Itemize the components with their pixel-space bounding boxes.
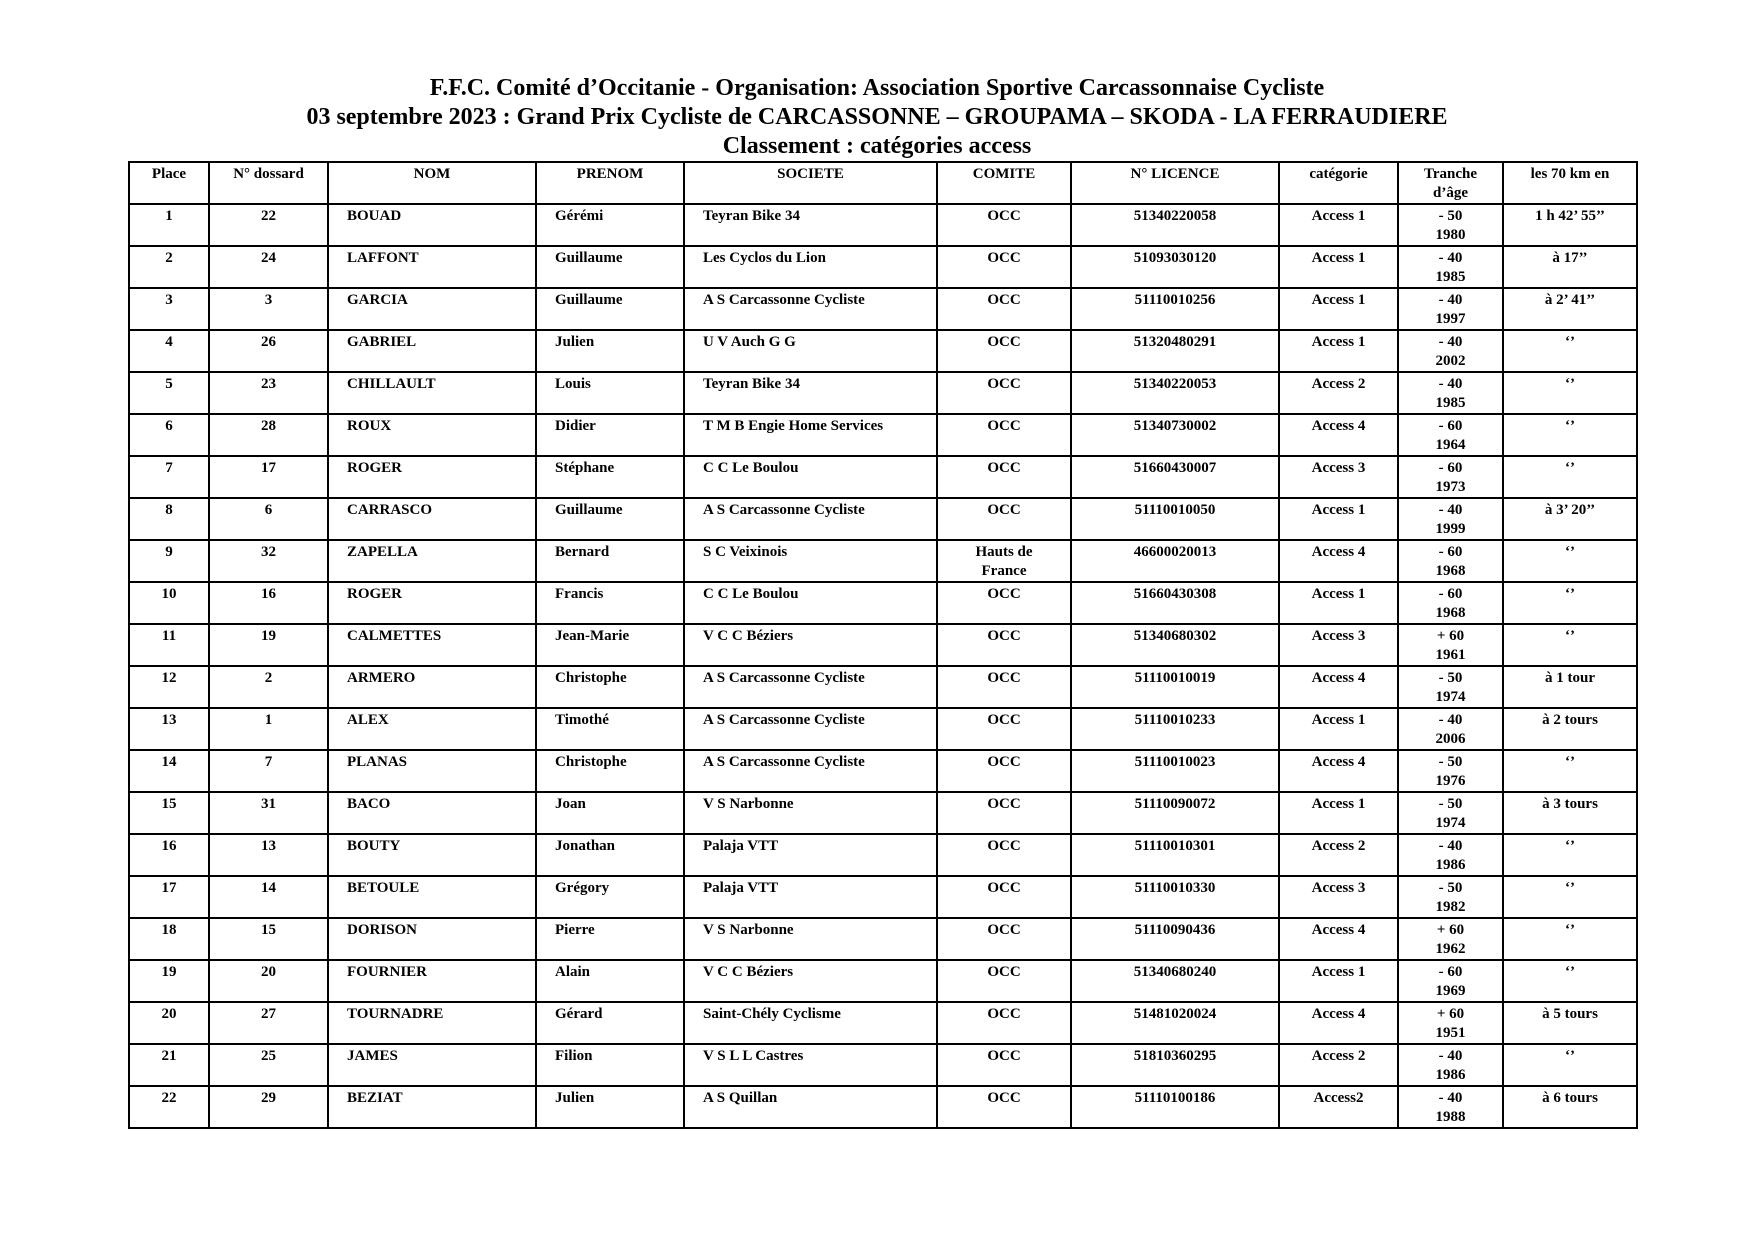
cell-prenom: Jonathan xyxy=(536,834,684,876)
cell-licence: 51110010023 xyxy=(1071,750,1279,792)
cell-licence: 51340220058 xyxy=(1071,204,1279,246)
cell-societe: Palaja VTT xyxy=(684,834,937,876)
column-header-societe: SOCIETE xyxy=(684,162,937,204)
cell-prenom: Christophe xyxy=(536,666,684,708)
cell-societe: Palaja VTT xyxy=(684,876,937,918)
cell-place: 9 xyxy=(129,540,209,582)
cell-societe: V S Narbonne xyxy=(684,918,937,960)
cell-place: 14 xyxy=(129,750,209,792)
table-row xyxy=(129,204,1637,246)
cell-nom: LAFFONT xyxy=(328,246,536,288)
cell-prenom: Stéphane xyxy=(536,456,684,498)
cell-licence: 51810360295 xyxy=(1071,1044,1279,1086)
table-row xyxy=(129,372,1637,414)
table-row xyxy=(129,624,1637,666)
cell-place: 20 xyxy=(129,1002,209,1044)
cell-categorie: Access 4 xyxy=(1279,414,1398,456)
cell-place: 12 xyxy=(129,666,209,708)
cell-comite: OCC xyxy=(937,792,1071,834)
cell-nom: ROGER xyxy=(328,456,536,498)
cell-comite: OCC xyxy=(937,624,1071,666)
cell-prenom: Joan xyxy=(536,792,684,834)
cell-licence: 51110010050 xyxy=(1071,498,1279,540)
cell-categorie: Access 1 xyxy=(1279,960,1398,1002)
table-row xyxy=(129,708,1637,750)
cell-temps: 1 h 42’ 55’’ xyxy=(1503,204,1637,246)
cell-prenom: Pierre xyxy=(536,918,684,960)
cell-categorie: Access 4 xyxy=(1279,750,1398,792)
cell-licence: 51340680240 xyxy=(1071,960,1279,1002)
cell-categorie: Access 1 xyxy=(1279,246,1398,288)
cell-nom: BOUAD xyxy=(328,204,536,246)
cell-tranche-age: - 50 1980 xyxy=(1398,204,1503,246)
table-row xyxy=(129,330,1637,372)
cell-prenom: Julien xyxy=(536,330,684,372)
cell-categorie: Access2 xyxy=(1279,1086,1398,1128)
cell-dossard: 23 xyxy=(209,372,328,414)
header-classement: Classement : catégories access xyxy=(722,133,1032,159)
cell-prenom: Bernard xyxy=(536,540,684,582)
cell-societe: S C Veixinois xyxy=(684,540,937,582)
cell-dossard: 26 xyxy=(209,330,328,372)
cell-societe: Les Cyclos du Lion xyxy=(684,246,937,288)
column-header-tranche-age: Tranche d’âge xyxy=(1398,162,1503,204)
cell-licence: 51110010233 xyxy=(1071,708,1279,750)
cell-dossard: 24 xyxy=(209,246,328,288)
cell-nom: ARMERO xyxy=(328,666,536,708)
cell-categorie: Access 4 xyxy=(1279,666,1398,708)
cell-societe: A S Carcassonne Cycliste xyxy=(684,708,937,750)
cell-tranche-age: - 40 2006 xyxy=(1398,708,1503,750)
cell-comite: OCC xyxy=(937,960,1071,1002)
cell-nom: ALEX xyxy=(328,708,536,750)
cell-prenom: Guillaume xyxy=(536,246,684,288)
cell-tranche-age: - 50 1974 xyxy=(1398,666,1503,708)
cell-place: 8 xyxy=(129,498,209,540)
column-header-dossard: N° dossard xyxy=(209,162,328,204)
cell-categorie: Access 1 xyxy=(1279,792,1398,834)
cell-prenom: Jean-Marie xyxy=(536,624,684,666)
cell-tranche-age: - 40 1985 xyxy=(1398,372,1503,414)
cell-comite: OCC xyxy=(937,1002,1071,1044)
header-event: 03 septembre 2023 : Grand Prix Cycliste de CARCASSONNE – GROUPAMA – SKODA - LA FERRAUDIERE xyxy=(306,104,1448,130)
cell-categorie: Access 2 xyxy=(1279,372,1398,414)
cell-nom: TOURNADRE xyxy=(328,1002,536,1044)
cell-dossard: 13 xyxy=(209,834,328,876)
column-header-place: Place xyxy=(129,162,209,204)
cell-societe: A S Carcassonne Cycliste xyxy=(684,750,937,792)
cell-licence: 51340730002 xyxy=(1071,414,1279,456)
cell-nom: ROGER xyxy=(328,582,536,624)
cell-nom: PLANAS xyxy=(328,750,536,792)
table-row xyxy=(129,960,1637,1002)
cell-licence: 51340680302 xyxy=(1071,624,1279,666)
cell-temps: ‘’ xyxy=(1503,876,1637,918)
cell-place: 6 xyxy=(129,414,209,456)
cell-tranche-age: - 40 1986 xyxy=(1398,834,1503,876)
cell-dossard: 27 xyxy=(209,1002,328,1044)
cell-temps: ‘’ xyxy=(1503,1044,1637,1086)
cell-nom: GABRIEL xyxy=(328,330,536,372)
cell-nom: ZAPELLA xyxy=(328,540,536,582)
cell-dossard: 31 xyxy=(209,792,328,834)
cell-categorie: Access 1 xyxy=(1279,330,1398,372)
table-row xyxy=(129,1002,1637,1044)
cell-nom: DORISON xyxy=(328,918,536,960)
table-row xyxy=(129,582,1637,624)
cell-place: 4 xyxy=(129,330,209,372)
cell-temps: à 6 tours xyxy=(1503,1086,1637,1128)
results-table xyxy=(128,161,1638,1129)
table-row xyxy=(129,1086,1637,1128)
cell-prenom: Francis xyxy=(536,582,684,624)
cell-temps: ‘’ xyxy=(1503,330,1637,372)
table-row xyxy=(129,792,1637,834)
cell-dossard: 7 xyxy=(209,750,328,792)
cell-societe: C C Le Boulou xyxy=(684,582,937,624)
cell-comite: OCC xyxy=(937,330,1071,372)
cell-prenom: Grégory xyxy=(536,876,684,918)
cell-comite: OCC xyxy=(937,288,1071,330)
cell-dossard: 25 xyxy=(209,1044,328,1086)
cell-temps: ‘’ xyxy=(1503,960,1637,1002)
cell-temps: ‘’ xyxy=(1503,918,1637,960)
cell-tranche-age: - 60 1969 xyxy=(1398,960,1503,1002)
cell-categorie: Access 2 xyxy=(1279,1044,1398,1086)
table-row xyxy=(129,666,1637,708)
cell-licence: 51320480291 xyxy=(1071,330,1279,372)
cell-dossard: 3 xyxy=(209,288,328,330)
cell-dossard: 32 xyxy=(209,540,328,582)
cell-place: 1 xyxy=(129,204,209,246)
cell-comite: OCC xyxy=(937,918,1071,960)
cell-tranche-age: + 60 1951 xyxy=(1398,1002,1503,1044)
cell-licence: 51093030120 xyxy=(1071,246,1279,288)
cell-nom: BACO xyxy=(328,792,536,834)
cell-tranche-age: - 50 1974 xyxy=(1398,792,1503,834)
table-row xyxy=(129,288,1637,330)
cell-temps: ‘’ xyxy=(1503,834,1637,876)
cell-comite: OCC xyxy=(937,498,1071,540)
cell-dossard: 20 xyxy=(209,960,328,1002)
cell-comite: OCC xyxy=(937,372,1071,414)
column-header-prenom: PRENOM xyxy=(536,162,684,204)
column-header-categorie: catégorie xyxy=(1279,162,1398,204)
cell-prenom: Guillaume xyxy=(536,498,684,540)
cell-comite: Hauts de France xyxy=(937,540,1071,582)
cell-dossard: 22 xyxy=(209,204,328,246)
cell-temps: à 3 tours xyxy=(1503,792,1637,834)
cell-societe: V C C Béziers xyxy=(684,624,937,666)
cell-tranche-age: - 40 1997 xyxy=(1398,288,1503,330)
cell-categorie: Access 2 xyxy=(1279,834,1398,876)
cell-licence: 51660430308 xyxy=(1071,582,1279,624)
cell-licence: 51110010330 xyxy=(1071,876,1279,918)
cell-prenom: Didier xyxy=(536,414,684,456)
cell-temps: ‘’ xyxy=(1503,750,1637,792)
cell-prenom: Louis xyxy=(536,372,684,414)
cell-comite: OCC xyxy=(937,204,1071,246)
cell-tranche-age: - 40 1985 xyxy=(1398,246,1503,288)
cell-temps: à 1 tour xyxy=(1503,666,1637,708)
cell-nom: BEZIAT xyxy=(328,1086,536,1128)
cell-categorie: Access 1 xyxy=(1279,498,1398,540)
cell-licence: 51110010301 xyxy=(1071,834,1279,876)
cell-place: 22 xyxy=(129,1086,209,1128)
cell-dossard: 19 xyxy=(209,624,328,666)
cell-nom: CHILLAULT xyxy=(328,372,536,414)
cell-tranche-age: + 60 1961 xyxy=(1398,624,1503,666)
cell-temps: à 3’ 20’’ xyxy=(1503,498,1637,540)
cell-licence: 46600020013 xyxy=(1071,540,1279,582)
cell-prenom: Timothé xyxy=(536,708,684,750)
cell-place: 13 xyxy=(129,708,209,750)
table-row xyxy=(129,246,1637,288)
cell-nom: BETOULE xyxy=(328,876,536,918)
cell-dossard: 17 xyxy=(209,456,328,498)
cell-nom: BOUTY xyxy=(328,834,536,876)
table-row xyxy=(129,498,1637,540)
cell-temps: ‘’ xyxy=(1503,624,1637,666)
cell-place: 15 xyxy=(129,792,209,834)
cell-comite: OCC xyxy=(937,246,1071,288)
cell-place: 16 xyxy=(129,834,209,876)
cell-place: 7 xyxy=(129,456,209,498)
cell-tranche-age: - 60 1968 xyxy=(1398,582,1503,624)
cell-prenom: Alain xyxy=(536,960,684,1002)
cell-categorie: Access 1 xyxy=(1279,288,1398,330)
cell-temps: à 2’ 41’’ xyxy=(1503,288,1637,330)
cell-licence: 51110010256 xyxy=(1071,288,1279,330)
header-organisation: F.F.C. Comité d’Occitanie - Organisation: Association Sportive Carcassonnaise Cycliste xyxy=(429,75,1325,101)
cell-prenom: Gérard xyxy=(536,1002,684,1044)
cell-societe: V S L L Castres xyxy=(684,1044,937,1086)
cell-societe: Saint-Chély Cyclisme xyxy=(684,1002,937,1044)
cell-temps: ‘’ xyxy=(1503,540,1637,582)
cell-temps: à 17’’ xyxy=(1503,246,1637,288)
cell-prenom: Julien xyxy=(536,1086,684,1128)
cell-comite: OCC xyxy=(937,834,1071,876)
cell-categorie: Access 3 xyxy=(1279,624,1398,666)
cell-nom: CALMETTES xyxy=(328,624,536,666)
cell-dossard: 14 xyxy=(209,876,328,918)
cell-nom: FOURNIER xyxy=(328,960,536,1002)
cell-prenom: Filion xyxy=(536,1044,684,1086)
cell-temps: à 2 tours xyxy=(1503,708,1637,750)
table-row xyxy=(129,1044,1637,1086)
cell-temps: à 5 tours xyxy=(1503,1002,1637,1044)
cell-comite: OCC xyxy=(937,666,1071,708)
cell-societe: Teyran Bike 34 xyxy=(684,372,937,414)
cell-societe: U V Auch G G xyxy=(684,330,937,372)
cell-categorie: Access 4 xyxy=(1279,1002,1398,1044)
cell-tranche-age: - 60 1968 xyxy=(1398,540,1503,582)
table-row xyxy=(129,876,1637,918)
cell-nom: JAMES xyxy=(328,1044,536,1086)
table-row xyxy=(129,834,1637,876)
cell-categorie: Access 3 xyxy=(1279,456,1398,498)
cell-place: 2 xyxy=(129,246,209,288)
table-row xyxy=(129,918,1637,960)
cell-licence: 51110090436 xyxy=(1071,918,1279,960)
cell-dossard: 28 xyxy=(209,414,328,456)
cell-place: 19 xyxy=(129,960,209,1002)
cell-categorie: Access 1 xyxy=(1279,204,1398,246)
cell-societe: V S Narbonne xyxy=(684,792,937,834)
cell-comite: OCC xyxy=(937,456,1071,498)
cell-dossard: 16 xyxy=(209,582,328,624)
cell-comite: OCC xyxy=(937,876,1071,918)
cell-tranche-age: - 40 1988 xyxy=(1398,1086,1503,1128)
cell-temps: ‘’ xyxy=(1503,414,1637,456)
cell-societe: A S Carcassonne Cycliste xyxy=(684,498,937,540)
cell-tranche-age: - 60 1973 xyxy=(1398,456,1503,498)
cell-licence: 51110010019 xyxy=(1071,666,1279,708)
cell-tranche-age: - 40 1986 xyxy=(1398,1044,1503,1086)
column-header-comite: COMITE xyxy=(937,162,1071,204)
cell-societe: A S Carcassonne Cycliste xyxy=(684,288,937,330)
cell-prenom: Gérémi xyxy=(536,204,684,246)
cell-tranche-age: + 60 1962 xyxy=(1398,918,1503,960)
column-header-licence: N° LICENCE xyxy=(1071,162,1279,204)
cell-nom: CARRASCO xyxy=(328,498,536,540)
cell-comite: OCC xyxy=(937,1044,1071,1086)
cell-place: 10 xyxy=(129,582,209,624)
cell-place: 21 xyxy=(129,1044,209,1086)
cell-categorie: Access 4 xyxy=(1279,540,1398,582)
table-row xyxy=(129,456,1637,498)
cell-societe: A S Quillan xyxy=(684,1086,937,1128)
cell-licence: 51340220053 xyxy=(1071,372,1279,414)
document-header xyxy=(0,74,1754,161)
cell-categorie: Access 1 xyxy=(1279,708,1398,750)
table-header-row xyxy=(129,162,1637,204)
cell-temps: ‘’ xyxy=(1503,582,1637,624)
cell-temps: ‘’ xyxy=(1503,372,1637,414)
cell-tranche-age: - 50 1976 xyxy=(1398,750,1503,792)
column-header-temps: les 70 km en xyxy=(1503,162,1637,204)
cell-societe: Teyran Bike 34 xyxy=(684,204,937,246)
cell-comite: OCC xyxy=(937,750,1071,792)
cell-categorie: Access 1 xyxy=(1279,582,1398,624)
cell-nom: GARCIA xyxy=(328,288,536,330)
cell-societe: V C C Béziers xyxy=(684,960,937,1002)
table-row xyxy=(129,414,1637,456)
cell-place: 3 xyxy=(129,288,209,330)
cell-categorie: Access 4 xyxy=(1279,918,1398,960)
cell-comite: OCC xyxy=(937,582,1071,624)
cell-licence: 51660430007 xyxy=(1071,456,1279,498)
cell-comite: OCC xyxy=(937,1086,1071,1128)
cell-tranche-age: - 60 1964 xyxy=(1398,414,1503,456)
cell-place: 17 xyxy=(129,876,209,918)
cell-comite: OCC xyxy=(937,414,1071,456)
cell-licence: 51481020024 xyxy=(1071,1002,1279,1044)
table-row xyxy=(129,540,1637,582)
cell-dossard: 15 xyxy=(209,918,328,960)
cell-nom: ROUX xyxy=(328,414,536,456)
cell-place: 18 xyxy=(129,918,209,960)
cell-tranche-age: - 50 1982 xyxy=(1398,876,1503,918)
table-body xyxy=(129,204,1637,1128)
cell-dossard: 2 xyxy=(209,666,328,708)
table-row xyxy=(129,750,1637,792)
cell-societe: T M B Engie Home Services xyxy=(684,414,937,456)
cell-licence: 51110100186 xyxy=(1071,1086,1279,1128)
cell-place: 11 xyxy=(129,624,209,666)
cell-societe: C C Le Boulou xyxy=(684,456,937,498)
cell-dossard: 1 xyxy=(209,708,328,750)
cell-prenom: Christophe xyxy=(536,750,684,792)
cell-prenom: Guillaume xyxy=(536,288,684,330)
cell-temps: ‘’ xyxy=(1503,456,1637,498)
column-header-nom: NOM xyxy=(328,162,536,204)
cell-comite: OCC xyxy=(937,708,1071,750)
cell-dossard: 6 xyxy=(209,498,328,540)
cell-dossard: 29 xyxy=(209,1086,328,1128)
cell-categorie: Access 3 xyxy=(1279,876,1398,918)
cell-place: 5 xyxy=(129,372,209,414)
cell-tranche-age: - 40 2002 xyxy=(1398,330,1503,372)
cell-tranche-age: - 40 1999 xyxy=(1398,498,1503,540)
cell-licence: 51110090072 xyxy=(1071,792,1279,834)
cell-societe: A S Carcassonne Cycliste xyxy=(684,666,937,708)
